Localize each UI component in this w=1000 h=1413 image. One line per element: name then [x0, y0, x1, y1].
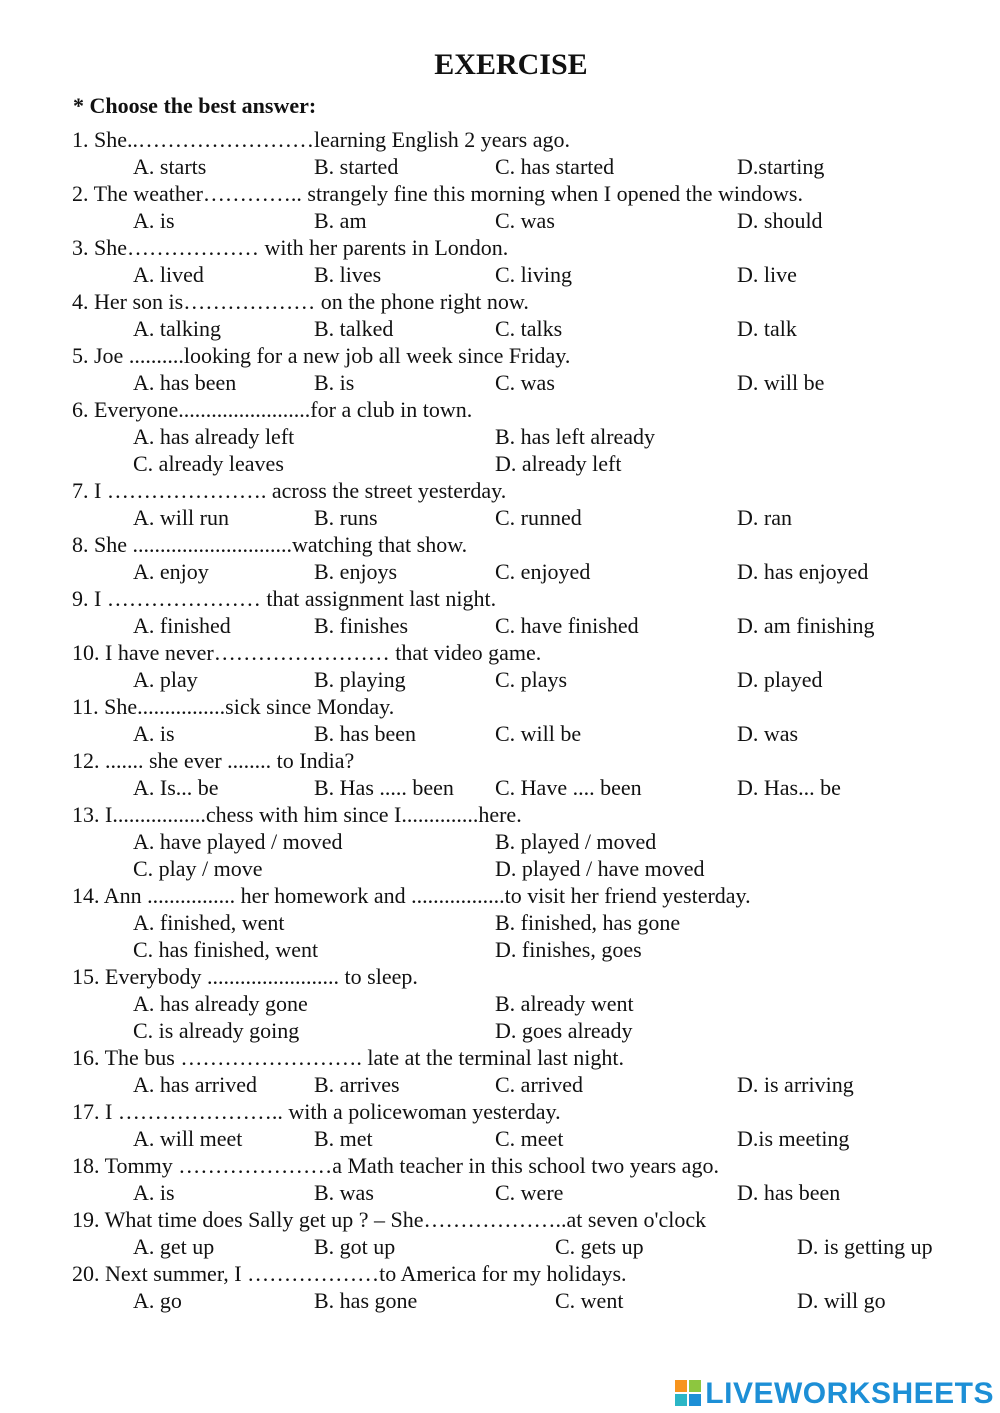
question-text: 4. Her son is……………… on the phone right now.	[72, 289, 529, 314]
answer-option[interactable]: B. got up	[314, 1234, 396, 1259]
answer-option[interactable]: C. is already going	[133, 1018, 300, 1043]
answer-option[interactable]: B. enjoys	[314, 559, 398, 584]
question-text: 7. I …………………. across the street yesterday.	[72, 478, 507, 503]
answer-option[interactable]: D. will be	[737, 370, 825, 395]
answer-option[interactable]: C. play / move	[133, 856, 263, 881]
question-list	[0, 126, 1000, 1314]
answer-option[interactable]: A. finished, went	[133, 910, 285, 935]
answer-option[interactable]: A. will run	[133, 505, 229, 530]
answer-option[interactable]: A. go	[133, 1288, 182, 1313]
answer-option[interactable]: D. ran	[737, 505, 792, 530]
logo-square-green	[689, 1380, 701, 1392]
question-stem-line	[0, 1152, 1000, 1179]
answer-option[interactable]: A. have played / moved	[133, 829, 343, 854]
answer-option[interactable]: D. already left	[495, 451, 622, 476]
answer-option[interactable]: C. Have .... been	[495, 775, 642, 800]
answer-option[interactable]: D. should	[737, 208, 823, 233]
question-text: 17. I ………………….. with a policewoman yesterday.	[72, 1099, 561, 1124]
question-text: 3. She……………… with her parents in London.	[72, 235, 509, 260]
answer-option[interactable]: B. played / moved	[495, 829, 657, 854]
question-stem-line	[0, 126, 1000, 153]
answer-option[interactable]: C. will be	[495, 721, 582, 746]
question-stem-line	[0, 963, 1000, 990]
answer-option[interactable]: D. talk	[737, 316, 797, 341]
options-line	[0, 990, 1000, 1017]
question-stem-line	[0, 585, 1000, 612]
answer-option[interactable]: C. runned	[495, 505, 582, 530]
question-text: 2. The weather………….. strangely fine this morning when I opened the windows.	[72, 181, 803, 206]
answer-option[interactable]: A. starts	[133, 154, 207, 179]
answer-option[interactable]: D. am finishing	[737, 613, 875, 638]
question-stem-line	[0, 1098, 1000, 1125]
answer-option[interactable]: A. enjoy	[133, 559, 209, 584]
answer-option[interactable]: D. has been	[737, 1180, 841, 1205]
answer-option[interactable]: C. meet	[495, 1126, 564, 1151]
answer-option[interactable]: C. have finished	[495, 613, 639, 638]
question-text: 16. The bus ……………………. late at the terminal last night.	[72, 1045, 624, 1070]
question-text: 15. Everybody ........................ to sleep.	[72, 964, 418, 989]
question-stem-line	[0, 342, 1000, 369]
question-text: 11. She................sick since Monday.	[72, 694, 395, 719]
options-line	[0, 1125, 1000, 1152]
question-stem-line	[0, 1206, 1000, 1233]
liveworksheets-icon	[675, 1380, 701, 1408]
answer-option[interactable]: D. will go	[797, 1288, 886, 1313]
question-text: 1. She..……………………learning English 2 years ago.	[72, 127, 570, 152]
answer-option[interactable]: A. is	[133, 208, 175, 233]
question-stem-line	[0, 747, 1000, 774]
options-line	[0, 909, 1000, 936]
answer-option[interactable]: D. is getting up	[797, 1234, 933, 1259]
options-line	[0, 1287, 1000, 1314]
answer-option[interactable]: A. Is... be	[133, 775, 219, 800]
logo-square-teal	[675, 1394, 687, 1406]
logo-square-orange	[675, 1380, 687, 1392]
question-text: 12. ....... she ever ........ to India?	[72, 748, 355, 773]
answer-option[interactable]: B. is	[314, 370, 355, 395]
answer-option[interactable]: B. runs	[314, 505, 378, 530]
answer-option[interactable]: B. am	[314, 208, 367, 233]
question-stem-line	[0, 396, 1000, 423]
question-text: 13. I.................chess with him since I..............here.	[72, 802, 522, 827]
question-stem-line	[0, 477, 1000, 504]
answer-option[interactable]: D.is meeting	[737, 1126, 850, 1151]
answer-option[interactable]: D. Has... be	[737, 775, 841, 800]
answer-option[interactable]: D.starting	[737, 154, 825, 179]
answer-option[interactable]: B. Has ..... been	[314, 775, 454, 800]
question-text: 5. Joe ..........looking for a new job all week since Friday.	[72, 343, 571, 368]
logo-square-blue	[689, 1394, 701, 1406]
worksheet-title: EXERCISE	[434, 48, 588, 81]
answer-option[interactable]: D. is arriving	[737, 1072, 854, 1097]
answer-option[interactable]: D. was	[737, 721, 799, 746]
question-stem-line	[0, 882, 1000, 909]
answer-option[interactable]: B. met	[314, 1126, 373, 1151]
options-line	[0, 1071, 1000, 1098]
answer-option[interactable]: C. was	[495, 208, 555, 233]
answer-option[interactable]: D. finishes, goes	[495, 937, 642, 962]
question-stem-line	[0, 234, 1000, 261]
options-line	[0, 612, 1000, 639]
options-line	[0, 261, 1000, 288]
question-text: 18. Tommy …………………a Math teacher in this school two years ago.	[72, 1153, 719, 1178]
answer-option[interactable]: C. has finished, went	[133, 937, 319, 962]
question-text: 10. I have never…………………… that video game.	[72, 640, 542, 665]
options-line	[0, 936, 1000, 963]
answer-option[interactable]: A. has been	[133, 370, 237, 395]
question-stem-line	[0, 288, 1000, 315]
options-line	[0, 450, 1000, 477]
options-line	[0, 828, 1000, 855]
instruction: * Choose the best answer:	[73, 93, 317, 118]
answer-option[interactable]: B. lives	[314, 262, 382, 287]
answer-option[interactable]: B. arrives	[314, 1072, 400, 1097]
answer-option[interactable]: B. finished, has gone	[495, 910, 681, 935]
answer-option[interactable]: D. live	[737, 262, 797, 287]
question-stem-line	[0, 693, 1000, 720]
answer-option[interactable]: A. has already left	[133, 424, 295, 449]
answer-option[interactable]: C. enjoyed	[495, 559, 591, 584]
answer-option[interactable]: B. was	[314, 1180, 374, 1205]
options-line	[0, 423, 1000, 450]
answer-option[interactable]: B. has left already	[495, 424, 656, 449]
answer-option[interactable]: C. was	[495, 370, 555, 395]
answer-option[interactable]: B. already went	[495, 991, 634, 1016]
options-line	[0, 1233, 1000, 1260]
answer-option[interactable]: A. is	[133, 721, 175, 746]
answer-option[interactable]: A. talking	[133, 316, 221, 341]
answer-option[interactable]: C. went	[555, 1288, 624, 1313]
options-line	[0, 558, 1000, 585]
question-text: 9. I ………………… that assignment last night.	[72, 586, 497, 611]
brand-name: LIVEWORKSHEETS	[705, 1377, 994, 1410]
options-line	[0, 504, 1000, 531]
options-line	[0, 1017, 1000, 1044]
answer-option[interactable]: B. started	[314, 154, 399, 179]
answer-option[interactable]: D. played / have moved	[495, 856, 705, 881]
answer-option[interactable]: B. talked	[314, 316, 394, 341]
options-line	[0, 774, 1000, 801]
question-stem-line	[0, 180, 1000, 207]
answer-option[interactable]: C. gets up	[555, 1234, 644, 1259]
options-line	[0, 207, 1000, 234]
question-text: 14. Ann ................ her homework and .................to visit her friend yesterday.	[72, 883, 751, 908]
answer-option[interactable]: A. play	[133, 667, 198, 692]
question-stem-line	[0, 531, 1000, 558]
options-line	[0, 369, 1000, 396]
answer-option[interactable]: B. playing	[314, 667, 406, 692]
options-line	[0, 720, 1000, 747]
question-stem-line	[0, 1044, 1000, 1071]
question-stem-line	[0, 1260, 1000, 1287]
answer-option[interactable]: C. already leaves	[133, 451, 284, 476]
answer-option[interactable]: A. will meet	[133, 1126, 243, 1151]
answer-option[interactable]: C. has started	[495, 154, 615, 179]
answer-option[interactable]: C. were	[495, 1180, 564, 1205]
answer-option[interactable]: C. arrived	[495, 1072, 583, 1097]
answer-option[interactable]: D. goes already	[495, 1018, 633, 1043]
answer-option[interactable]: C. living	[495, 262, 573, 287]
answer-option[interactable]: C. plays	[495, 667, 568, 692]
answer-option[interactable]: B. finishes	[314, 613, 409, 638]
question-stem-line	[0, 639, 1000, 666]
options-line	[0, 315, 1000, 342]
answer-option[interactable]: B. has been	[314, 721, 417, 746]
answer-option[interactable]: A. has arrived	[133, 1072, 258, 1097]
answer-option[interactable]: A. is	[133, 1180, 175, 1205]
liveworksheets-logo	[675, 1376, 994, 1412]
options-line	[0, 1179, 1000, 1206]
answer-option[interactable]: A. finished	[133, 613, 231, 638]
question-text: 8. She .............................watching that show.	[72, 532, 468, 557]
answer-option[interactable]: D. has enjoyed	[737, 559, 869, 584]
answer-option[interactable]: A. get up	[133, 1234, 215, 1259]
question-text: 20. Next summer, I ………………to America for my holidays.	[72, 1261, 627, 1286]
answer-option[interactable]: A. lived	[133, 262, 204, 287]
answer-option[interactable]: D. played	[737, 667, 823, 692]
question-text: 6. Everyone........................for a club in town.	[72, 397, 473, 422]
answer-option[interactable]: A. has already gone	[133, 991, 308, 1016]
options-line	[0, 666, 1000, 693]
answer-option[interactable]: C. talks	[495, 316, 563, 341]
answer-option[interactable]: B. has gone	[314, 1288, 418, 1313]
options-line	[0, 855, 1000, 882]
options-line	[0, 153, 1000, 180]
question-text: 19. What time does Sally get up ? – She………………..at seven o'clock	[72, 1207, 707, 1232]
question-stem-line	[0, 801, 1000, 828]
